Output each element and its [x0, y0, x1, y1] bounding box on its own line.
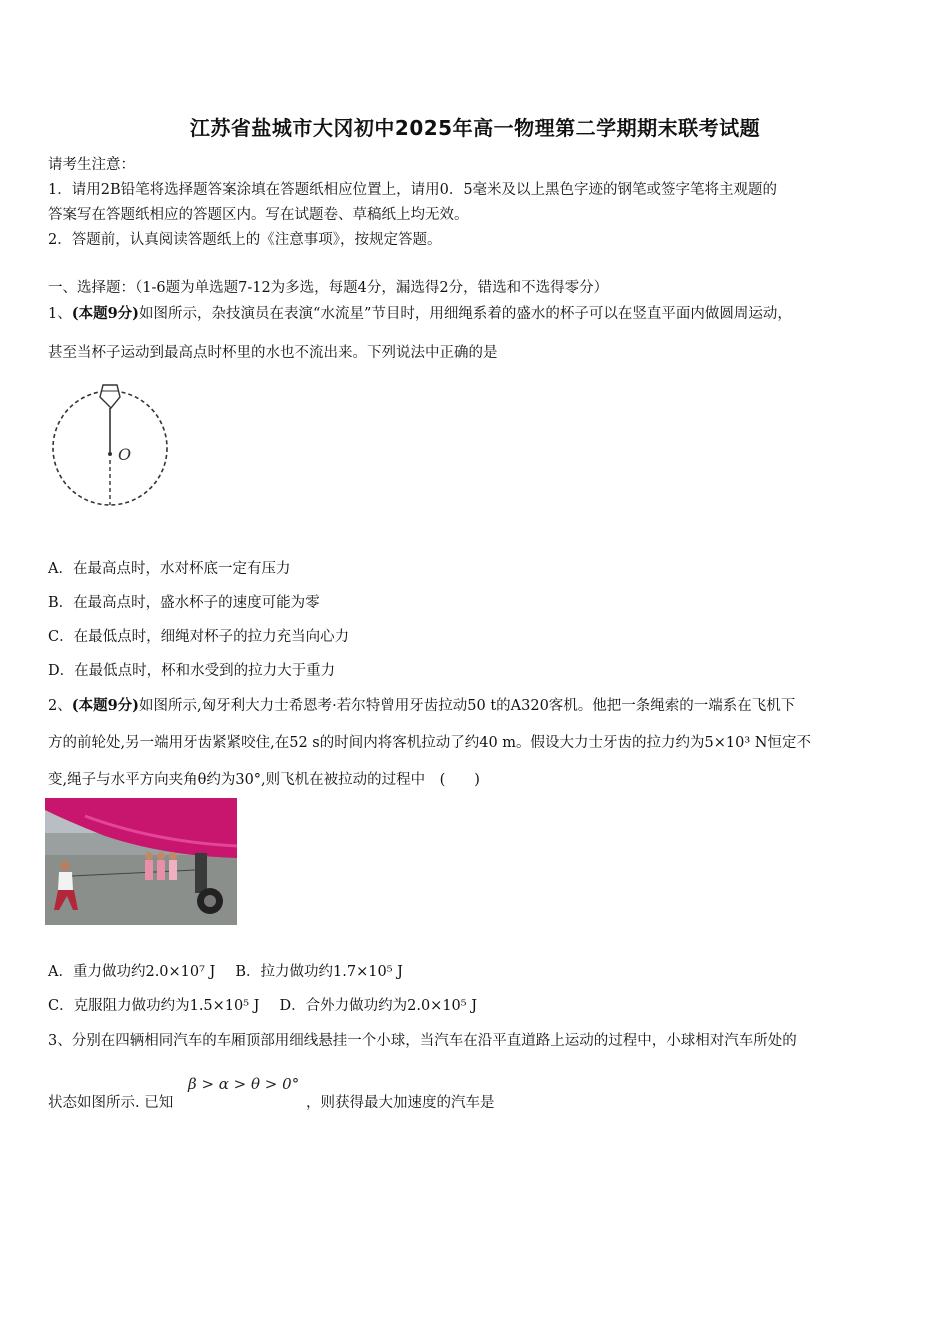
question-number: 2、: [48, 698, 72, 714]
question-1-option-c: C．在最低点时，细绳对杯子的拉力充当向心力: [48, 629, 350, 645]
question-number: 1、: [48, 306, 72, 322]
question-1-option-d: D．在最低点时，杯和水受到的拉力大于重力: [48, 663, 336, 679]
notice-item-2: 2．答题前，认真阅读答题纸上的《注意事项》，按规定答题。: [48, 232, 442, 248]
question-text: 如图所示，杂技演员在表演“水流星”节目时，用细绳系着的盛水的杯子可以在竖直平面内做圆周运动，: [139, 306, 792, 322]
question-2-line-3: 变,绳子与水平方向夹角θ约为30°,则飞机在被拉动的过程中 ( ): [48, 772, 480, 788]
question-2-line-2: 方的前轮处,另一端用牙齿紧紧咬住,在52 s的时间内将客机拉动了约40 m。假设大力士牙齿的拉力约为5×10³ N恒定不: [48, 735, 811, 751]
cheerleaders: [145, 852, 177, 880]
question-2-option-a: A．重力做功约2.0×10⁷ J: [48, 964, 216, 980]
question-2-option-c: C．克服阻力做功约为1.5×10⁵ J: [48, 998, 260, 1014]
question-text: 如图所示,匈牙利大力士希恩考·若尔特曾用牙齿拉动50 t的A320客机。他把一条绳索的一端系在飞机下: [139, 698, 796, 714]
question-1-line-1: [48, 302, 792, 323]
question-2-line-1: [48, 694, 795, 715]
water-meteor-figure: [48, 368, 178, 518]
question-1-option-a: A．在最高点时，水对杯底一定有压力: [48, 561, 291, 577]
notice-item-1: 1．请用2B铅笔将选择题答案涂填在答题纸相应位置上，请用0．5毫米及以上黑色字迹的钢笔或签字笔将主观题的: [48, 182, 778, 198]
question-2-options-row-1: [48, 960, 403, 981]
question-3-line-2-end: ，则获得最大加速度的汽车是: [306, 1095, 495, 1111]
question-3-line-1: 3、分别在四辆相同汽车的车厢顶部用细线悬挂一个小球，当汽车在沿平直道路上运动的过程中，小球相对汽车所处的: [48, 1033, 797, 1049]
question-1-line-2: 甚至当杯子运动到最高点时杯里的水也不流出来。下列说法中正确的是: [48, 345, 498, 361]
notice-heading: 请考生注意：: [48, 157, 135, 173]
page-title: 江苏省盐城市大冈初中2025年高一物理第二学期期末联考试题: [189, 116, 761, 140]
section-heading-choice: 一、选择题：（1-6题为单选题7-12为多选，每题4分，漏选得2分，错选和不选得零分）: [48, 280, 609, 296]
notice-item-1-cont: 答案写在答题纸相应的答题区内。写在试题卷、草稿纸上均无效。: [48, 207, 469, 223]
airplane-photo: [45, 798, 237, 925]
question-3-line-2-start: 状态如图所示. 已知: [48, 1095, 174, 1111]
question-1-option-b: B．在最高点时，盛水杯子的速度可能为零: [48, 595, 320, 611]
question-score-tag: (本题9分): [71, 697, 140, 714]
question-score-tag: (本题9分): [71, 305, 140, 322]
center-label: O: [118, 445, 132, 464]
cup-icon: [100, 385, 120, 408]
angle-inequality-formula: β > α > θ > 0°: [188, 1075, 300, 1093]
question-2-options-row-2: [48, 994, 477, 1015]
question-2-option-d: D．合外力做功约为2.0×10⁵ J: [279, 998, 478, 1014]
question-2-option-b: B．拉力做功约1.7×10⁵ J: [235, 964, 403, 980]
center-point: [108, 452, 112, 456]
